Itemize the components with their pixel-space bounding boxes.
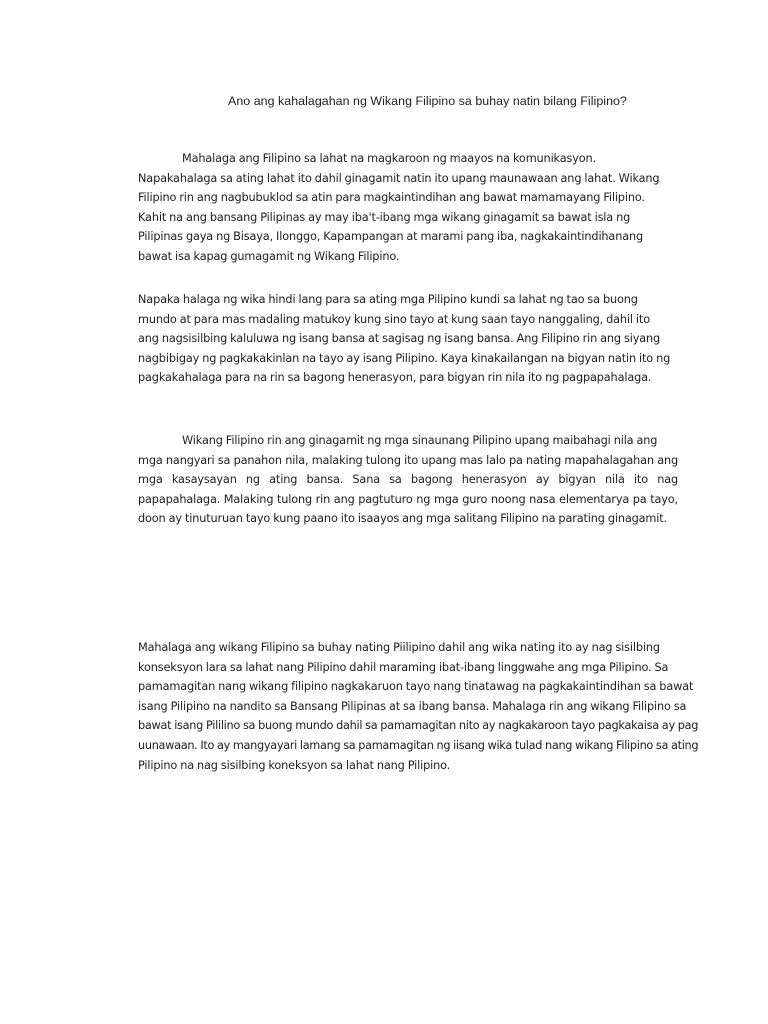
paragraph-line: mga kasaysayan ng ating bansa. Sana sa bagong henerasyon ay bigyan nila ito nag [138, 473, 678, 487]
paragraph-line: Mahalaga ang Filipino sa lahat na magkaroon ng maayos na komunikasyon. [182, 152, 597, 165]
paragraph-line: doon ay tinuturuan tayo kung paano ito isaayos ang mga salitang Filipino na parating ginagamit. [138, 512, 667, 526]
paragraph-line: Wikang Filipino rin ang ginagamit ng mga sinaunang Pilipino upang maibahagi nila ang [182, 434, 658, 447]
paragraph-line: uunawaan. Ito ay mangyayari lamang sa pamamagitan ng iisang wika tulad nang wikang Filipino sa ating [138, 738, 699, 752]
paragraph-line: pamamagitan nang wikang filipino nagkakaruon tayo nang tinatawag na pagkakaintindihan sa bawat [138, 680, 694, 694]
paragraph-line: Filipino rin ang nagbubuklod sa atin para magkaintindihan ang bawat mamamayang Filipino. [138, 191, 645, 205]
paragraph-4 [138, 638, 698, 775]
paragraph-line: konseksyon lara sa lahat nang Pilipino dahil maraming ibat-ibang linggwahe ang mga Pilipino. Sa [138, 660, 669, 674]
paragraph-line: isang Pilipino na nandito sa Bansang Pilipinas at sa ibang bansa. Mahalaga rin ang wikang Filipino sa [138, 699, 687, 713]
paragraph-line: bawat isang Pililino sa buong mundo dahil sa pamamagitan nito ay nagkakaroon tayo pagkakaisa ay pag [138, 719, 699, 733]
paragraph-line: ang nagsisilbing kaluluwa ng isang bansa at sagisag ng isang bansa. Ang Filipino rin ang siyang [138, 332, 661, 346]
paragraph-line: bawat isa kapag gumagamit ng Wikang Filipino. [138, 249, 400, 263]
paragraph-line: nagbibigay ng pagkakakinlan na tayo ay isang Pilipino. Kaya kinakailangan na bigyan natin ito ng [138, 351, 671, 365]
paragraph-2 [138, 290, 678, 388]
paragraph-line: Pilipino na nag sisilbing koneksyon sa lahat nang Pilipino. [138, 758, 451, 772]
paragraph-line: Mahalaga ang wikang Filipino sa buhay nating Piilipino dahil ang wika nating ito ay nag sisilbing [138, 641, 660, 654]
paragraph-3 [138, 431, 678, 529]
paragraph-line: pagkakahalaga para na rin sa bagong henerasyon, para bigyan rin nila ito ng pagpapahalaga. [138, 371, 652, 385]
paragraph-line: Kahit na ang bansang Pilipinas ay may iba't-ibang mga wikang ginagamit sa bawat isla ng [138, 210, 631, 224]
paragraph-1 [138, 149, 678, 267]
paragraph-line: Pilipinas gaya ng Bisaya, Ilonggo, Kapampangan at marami pang iba, nagkakaintindihanang [138, 230, 644, 244]
paragraph-line: Napaka halaga ng wika hindi lang para sa ating mga Pilipino kundi sa lahat ng tao sa buong [138, 293, 638, 306]
paragraph-line: mga nangyari sa panahon nila, malaking tulong ito upang mas lalo pa nating mapahalagahan ang [138, 453, 678, 467]
paragraph-line: papapahalaga. Malaking tulong rin ang pagtuturo ng mga guro noong nasa elementarya pa tayo, [138, 492, 678, 506]
paragraph-line: Napakahalaga sa ating lahat ito dahil ginagamit natin ito upang maunawaan ang lahat. Wikang [138, 171, 660, 185]
document-title: Ano ang kahalagahan ng Wikang Filipino sa buhay natin bilang Filipino? [228, 94, 627, 108]
paragraph-line: mundo at para mas madaling matukoy kung sino tayo at kung saan tayo nanggaling, dahil ito [138, 312, 650, 326]
